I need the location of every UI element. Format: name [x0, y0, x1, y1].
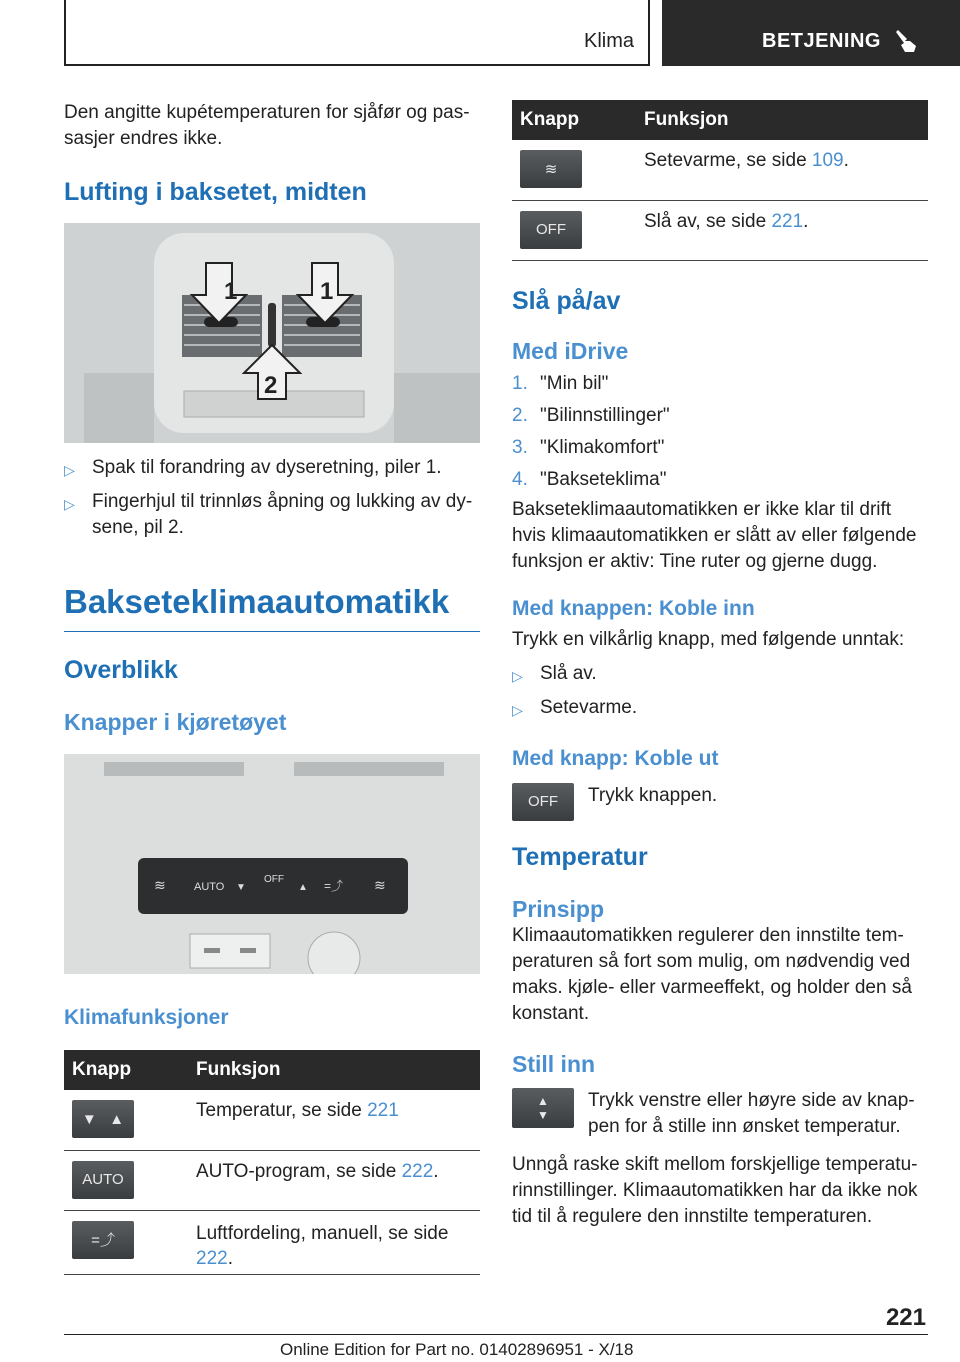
page-link[interactable]: 222 [196, 1247, 228, 1269]
triangle-bullet-icon: ▷ [64, 462, 75, 478]
control-panel-photo [64, 754, 480, 974]
heading-knapper: Knapper i kjøretøyet [64, 709, 287, 735]
triangle-bullet-icon: ▷ [512, 667, 523, 684]
table-header: Knapp Funksjon [64, 1050, 480, 1090]
list-item: 3. "Klimakomfort" [512, 436, 665, 458]
table-row: OFF Slå av, se side 221. [512, 200, 928, 260]
prinsipp-paragraph: Klimaautomatikken regulerer den innstilte tem-peraturen så fort som mulig, om nødvendig ved maks. kjøle- eller varmeeffekt, og holder den så konstant. [512, 924, 912, 1024]
rear-vent-illustration [64, 223, 480, 443]
right-column [512, 100, 928, 1230]
idrive-paragraph: Bakseteklimaautomatikken er ikke klar til drift hvis klimaautomatikken er slått av eller følgende funksjon er aktiv: Tine ruter og gjerne dugg. [512, 498, 917, 572]
page-link[interactable]: 109 [811, 150, 844, 171]
list-item: 1. "Min bil" [512, 372, 609, 394]
idrive-steps [512, 371, 928, 493]
table-header: Knapp Funksjon [512, 100, 928, 140]
triangle-bullet-icon: ▷ [64, 496, 75, 512]
heading-temperatur: Temperatur [512, 842, 648, 871]
list-item: ▷ Setevarme. [512, 695, 928, 723]
auto-button-icon: AUTO [72, 1161, 134, 1199]
seat-heating-icon: ≋ [520, 150, 582, 188]
unnga-paragraph: Unngå raske skift mellom forskjellige temperatu-rinnstillinger. Klimaautomatikken har da ikke nok tid til å regulere den innstilte temperaturen. [512, 1153, 918, 1227]
footer-edition: Online Edition for Part no. 01402896951 - X/18 [280, 1340, 634, 1359]
header-chapter-box [662, 0, 960, 66]
table-row: ≋ Setevarme, se side 109. [512, 140, 928, 200]
header-section-title: Klima [583, 30, 634, 52]
arrow-label-1b: 1 [320, 278, 334, 305]
heading-koble-inn: Med knappen: Koble inn [512, 596, 755, 620]
still-inn-row [512, 1088, 928, 1140]
vent-bullets [64, 455, 480, 541]
heading-prinsipp: Prinsipp [512, 895, 605, 922]
control-panel-illustration [64, 754, 480, 974]
header-section-box [64, 0, 650, 66]
heading-main: Bakseteklimaautomatikk [64, 583, 450, 620]
svg-text:≋: ≋ [374, 877, 386, 893]
intro-paragraph: Den angitte kupétemperaturen for sjåfør og pas-sasjer endres ikke. [64, 102, 470, 149]
off-button-icon: OFF [520, 211, 582, 249]
koble-inn-paragraph: Trykk en vilkårlig knapp, med følgende unntak: [512, 628, 905, 650]
svg-text:=⤴: =⤴ [324, 879, 344, 893]
table-row: ▼ ▲ Temperatur, se side 221 [64, 1090, 480, 1150]
function-table-left [64, 1050, 480, 1275]
list-item: 4. "Bakseteklima" [512, 468, 667, 490]
heading-rule [64, 631, 480, 632]
panel-off-label: OFF [264, 874, 284, 885]
temperature-arrows-icon: ▼ ▲ [72, 1100, 134, 1138]
heading-overblikk: Overblikk [64, 656, 178, 684]
koble-ut-row [512, 783, 928, 821]
heading-koble-ut: Med knapp: Koble ut [512, 746, 719, 770]
pointing-hand-icon [894, 26, 922, 54]
off-button-icon: OFF [512, 783, 574, 821]
table-row: AUTO AUTO-program, se side 222. [64, 1150, 480, 1210]
list-item: 2. "Bilinnstillinger" [512, 404, 670, 426]
panel-auto-label: AUTO [194, 881, 225, 893]
svg-text:≋: ≋ [154, 877, 166, 893]
function-table-right [512, 100, 928, 261]
list-item: ▷ Spak til forandring av dyseretning, piler 1. [64, 455, 480, 483]
svg-text:▼: ▼ [236, 882, 246, 893]
rear-vent-photo [64, 223, 480, 443]
table-row: =⤴ Luftfordeling, manuell, se side 222. [64, 1210, 480, 1274]
svg-text:▲: ▲ [298, 882, 308, 893]
heading-sla-pa-av: Slå på/av [512, 286, 621, 315]
page-number: 221 [885, 1304, 926, 1331]
still-inn-paragraph: Trykk venstre eller høyre side av knap-pen for å stille inn ønsket temperatur. [588, 1089, 915, 1137]
heading-klimafunksjoner: Klimafunksjoner [64, 1006, 229, 1029]
footer-rule [64, 1334, 928, 1335]
page-link[interactable]: 221 [771, 210, 804, 232]
triangle-bullet-icon: ▷ [512, 701, 523, 718]
koble-ut-paragraph: Trykk knappen. [588, 784, 718, 806]
arrow-label-2: 2 [264, 372, 278, 399]
list-item: ▷ Fingerhjul til trinnløs åpning og lukking av dy-sene, pil 2. [64, 489, 480, 541]
arrow-label-1a: 1 [224, 278, 238, 305]
list-item: ▷ Slå av. [512, 661, 928, 689]
header-chapter-title: BETJENING [762, 30, 881, 52]
airflow-icon: =⤴ [72, 1221, 134, 1259]
heading-med-idrive: Med iDrive [512, 337, 629, 364]
page-link[interactable]: 221 [367, 1100, 399, 1121]
heading-lufting: Lufting i baksetet, midten [64, 178, 367, 206]
heading-still-inn: Still inn [512, 1050, 596, 1077]
temperature-arrows-icon: ▲ ▼ [512, 1088, 574, 1128]
page-link[interactable]: 222 [401, 1160, 434, 1182]
left-column [64, 100, 480, 1275]
